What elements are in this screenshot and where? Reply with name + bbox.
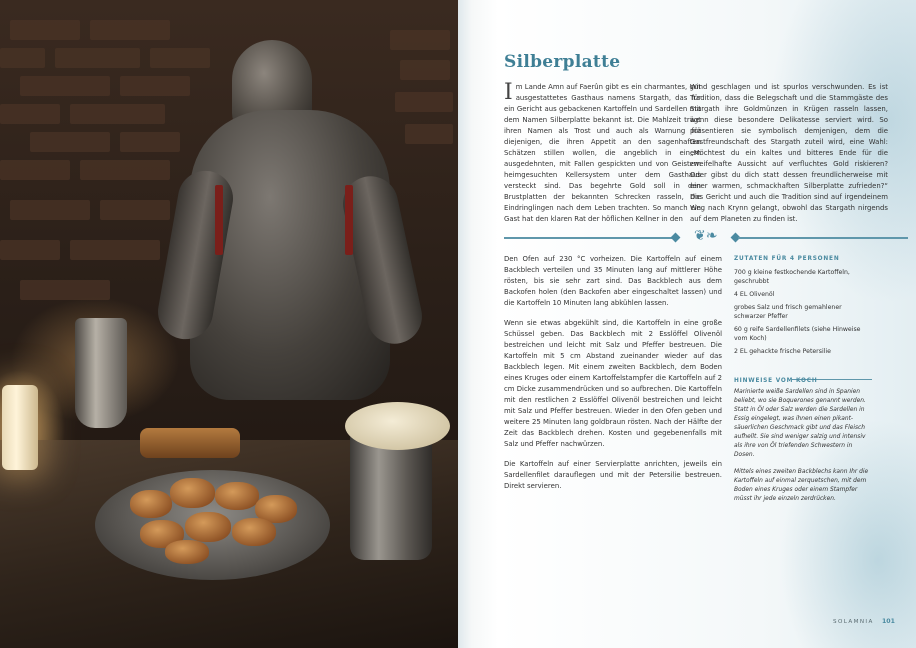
chef-notes-box bbox=[734, 378, 872, 504]
method-column bbox=[504, 254, 722, 501]
potato bbox=[232, 518, 276, 546]
beer-foam bbox=[345, 402, 450, 450]
brick bbox=[10, 200, 90, 220]
bread bbox=[140, 428, 240, 458]
chef-note: Marinierte weiße Sardellen sind in Spanien beliebt, wo sie Boquerones genannt werden. Statt in Öl oder Salz werden die Sardellen in Essig eingelegt, was ihnen einen pikant-säuerlichen Geschmack gibt und das Fleisch aufhellt. Sie sind weniger salzig und intensiv als ihre von Öl triefenden Schwestern in Dosen. bbox=[734, 389, 866, 458]
brick bbox=[70, 240, 160, 260]
brick bbox=[0, 48, 45, 68]
ingredient-item: 2 EL gehackte frische Petersilie bbox=[734, 348, 831, 355]
brick bbox=[120, 76, 190, 96]
goblet bbox=[75, 318, 127, 428]
method-step: Den Ofen auf 230 °C vorheizen. Die Kartoffeln auf einem Backblech verteilen und 35 Minuten lang auf mittlerer Höhe rösten, bis sie sehr zart sind. Das Backblech aus dem Backofen holen (den Backofen aber eingeschaltet lassen) und die Kartoffeln 10 Minuten lang abkühlen lassen. bbox=[504, 255, 722, 307]
brick bbox=[395, 92, 453, 112]
chef-note: Mittels eines zweiten Backblechs kann Ihr die Kartoffeln auf einmal zerquetschen, mit dem Boden eines Kruges oder einem Stampfer müsst ihr jede einzeln zerdrücken. bbox=[734, 469, 869, 502]
recipe-page bbox=[458, 0, 916, 648]
brick bbox=[90, 20, 170, 40]
brick bbox=[0, 104, 60, 124]
section-footer: SOLAMNIA bbox=[833, 619, 874, 625]
brick bbox=[0, 240, 60, 260]
brick bbox=[20, 280, 110, 300]
brick bbox=[20, 76, 110, 96]
ornament-icon: ❦❧ bbox=[694, 228, 718, 244]
armor-strap bbox=[345, 185, 353, 255]
brick bbox=[55, 48, 140, 68]
drop-cap: I bbox=[504, 80, 513, 105]
method-step: Wenn sie etwas abgekühlt sind, die Kartoffeln in eine große Schüssel geben. Das Backblech mit 2 Esslöffel Olivenöl bestreichen und leicht mit Salz und Pfeffer bestreuen. Die Kartoffeln mit 5 cm Abstand zueinander wieder auf das Backblech legen. Mit einem zweiten Backblech, dem Boden eines Kruges oder einem Kartoffelstampfer die Kartoffeln auf 2 cm Dicke zusammendrücken und so aufbrechen. Die Kartoffeln mit den restlichen 2 Esslöffel Olivenöl bestreichen und leicht mit Salz und Pfeffer bestreuen. Wieder in den Ofen geben und weitere 25 Minuten lang goldbraun rösten. Nach der Hälfte der Zeit das Backblech drehen. Kosten und gegebenenfalls mit Salz und Pfeffer nachwürzen. bbox=[504, 319, 722, 448]
brick bbox=[390, 30, 450, 50]
ingredients-box bbox=[734, 256, 872, 360]
method-step: Die Kartoffeln auf einer Servierplatte anrichten, jeweils ein Sardellenfilet darauflegen und mit der Petersilie bestreuen. Direkt servieren. bbox=[504, 460, 722, 490]
ingredients-heading: ZUTATEN FÜR 4 PERSONEN bbox=[734, 256, 840, 262]
divider-diamond bbox=[671, 233, 681, 243]
brick bbox=[80, 160, 170, 180]
potato bbox=[130, 490, 172, 518]
intro-left-column bbox=[504, 82, 701, 225]
potato bbox=[165, 540, 209, 564]
potato bbox=[170, 478, 215, 508]
brick bbox=[150, 48, 210, 68]
divider-line bbox=[738, 237, 908, 239]
brick bbox=[400, 60, 450, 80]
section-divider bbox=[504, 230, 908, 246]
ingredient-item: grobes Salz und frisch gemahlener schwarzer Pfeffer bbox=[734, 304, 842, 320]
armor-strap bbox=[215, 185, 223, 255]
divider-line bbox=[504, 237, 674, 239]
candle bbox=[2, 385, 38, 470]
brick bbox=[30, 132, 110, 152]
chef-notes-heading: HINWEISE VOM KOCH bbox=[734, 378, 818, 384]
ingredient-item: 700 g kleine festkochende Kartoffeln, geschrubbt bbox=[734, 269, 850, 285]
intro-left-text: m Lande Amn auf Faerûn gibt es ein charmantes, gut ausgestattetes Gasthaus namens Stargath, das für ein Gericht aus gebackenen Kartoffeln und Sardellen mit dem Namen Silberplatte bekannt ist. Die Mahlzeit trägt ihren Namen als Trost und auch als Warnung für diejenigen, die ihren Appetit an den sagenhaften Schätzen stillen wollen, die angeblich in einem ausgedehnten, mit Fallen gespickten und von Geistern heimgesuchten Kellersystem unter dem Gasthaus versteckt sind. Das begehrte Gold soll in den Brustplatten der bekannten Schrecken rasseln, die Eindringlingen nach dem Leben trachten. So manch ein Gast hat den klaren Rat der höflichen Kellner in den bbox=[504, 83, 701, 223]
brick bbox=[70, 104, 165, 124]
brick bbox=[120, 132, 180, 152]
potato bbox=[185, 512, 231, 542]
ingredient-item: 60 g reife Sardellenfilets (siehe Hinweise vom Koch) bbox=[734, 326, 861, 342]
brick bbox=[10, 20, 80, 40]
brick bbox=[405, 124, 453, 144]
brick bbox=[100, 200, 170, 220]
recipe-title: Silberplatte bbox=[504, 52, 621, 72]
potato bbox=[215, 482, 259, 510]
page-number: 101 bbox=[882, 618, 895, 625]
intro-right-column: Wind geschlagen und ist spurlos verschwunden. Es ist Tradition, dass die Belegschaft und die Stammgäste des Stargath ihre Goldmünzen in Krügen rasseln lassen, wenn diese besondere Delikatesse serviert wird. So präsentieren sie symbolisch demjenigen, dem die Gastfreundschaft des Stargath zuteil wird, eine Wahl: „Möchtest du ein kaltes und bitteres Ende für die zweifelhafte Aussicht auf verfluchtes Gold riskieren? Oder gibst du dich statt dessen freundlicherweise mit einer warmen, schmackhaften Silberplatte zufrieden?“ Das Gericht und auch die Tradition sind auf irgendeinem Weg nach Krynn gelangt, obwohl das Stargath nirgends auf dem Planeten zu finden ist. bbox=[690, 83, 888, 223]
brick bbox=[0, 160, 70, 180]
ingredient-item: 4 EL Olivenöl bbox=[734, 291, 775, 298]
